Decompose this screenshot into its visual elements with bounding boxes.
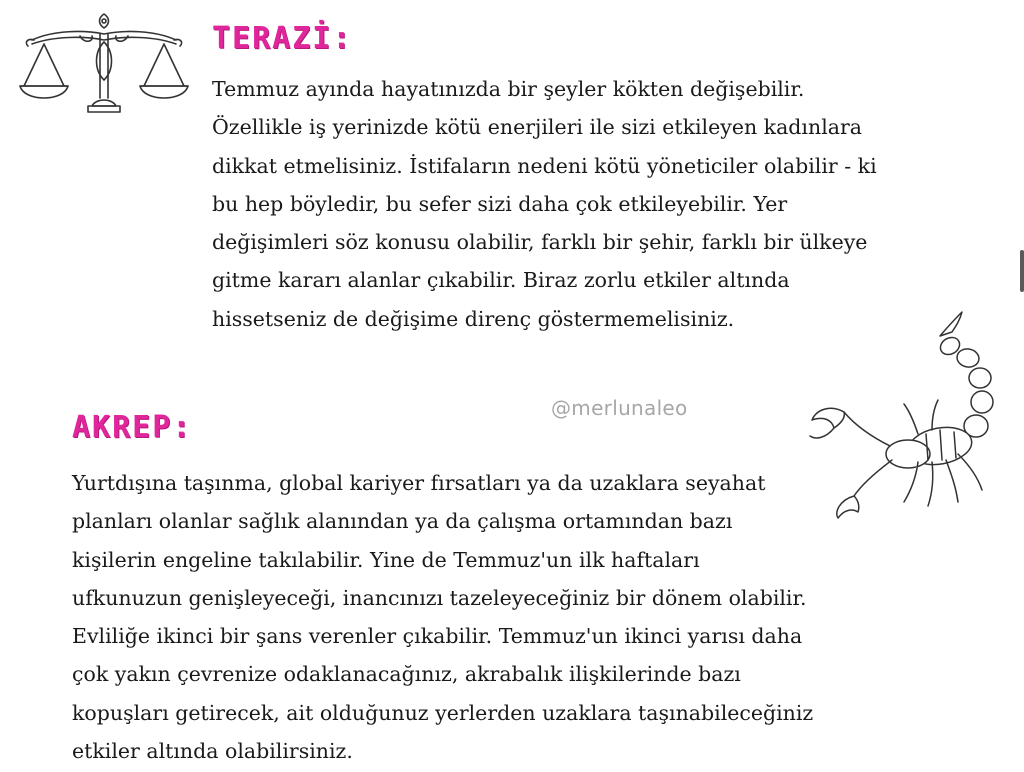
terazi-line: dikkat etmelisiniz. İstifaların nedeni kötü yöneticiler olabilir - ki xyxy=(212,153,877,178)
libra-scales-icon xyxy=(14,10,194,130)
terazi-paragraph xyxy=(212,70,982,338)
akrep-line: kişilerin engeline takılabilir. Yine de Temmuz'un ilk haftaları xyxy=(72,547,700,572)
akrep-line: ufkunuzun genişleyeceği, inancınızı tazeleyeceğiniz bir dönem olabilir. xyxy=(72,585,807,610)
akrep-line: kopuşları getirecek, ait olduğunuz yerlerden uzaklara taşınabileceğiniz xyxy=(72,700,814,725)
terazi-line: hissetseniz de değişime direnç göstermemelisiniz. xyxy=(212,306,735,331)
terazi-line: bu hep böyledir, bu sefer sizi daha çok etkileyebilir. Yer xyxy=(212,191,788,216)
akrep-line: Evliliğe ikinci bir şans verenler çıkabilir. Temmuz'un ikinci yarısı daha xyxy=(72,624,803,649)
akrep-heading: AKREP: xyxy=(72,410,193,445)
terazi-line: Temmuz ayında hayatınızda bir şeyler kökten değişebilir. xyxy=(212,77,805,101)
terazi-heading: TERAZİ: xyxy=(212,21,353,56)
watermark: @merlunaleo xyxy=(551,396,688,420)
akrep-line: Yurtdışına taşınma, global kariyer fırsatları ya da uzaklara seyahat xyxy=(72,471,766,495)
akrep-paragraph xyxy=(72,464,872,770)
terazi-line: gitme kararı alanlar çıkabilir. Biraz zorlu etkiler altında xyxy=(212,268,790,293)
akrep-line: planları olanlar sağlık alanından ya da çalışma ortamından bazı xyxy=(72,509,733,534)
terazi-line: değişimleri söz konusu olabilir, farklı bir şehir, farklı bir ülkeye xyxy=(212,230,868,255)
scroll-indicator xyxy=(1020,250,1024,292)
terazi-line: Özellikle iş yerinizde kötü enerjileri ile sizi etkileyen kadınlara xyxy=(212,115,862,140)
akrep-line: çok yakın çevrenize odaklanacağınız, akrabalık ilişkilerinde bazı xyxy=(72,662,741,687)
akrep-line: etkiler altında olabilirsiniz. xyxy=(72,739,353,764)
